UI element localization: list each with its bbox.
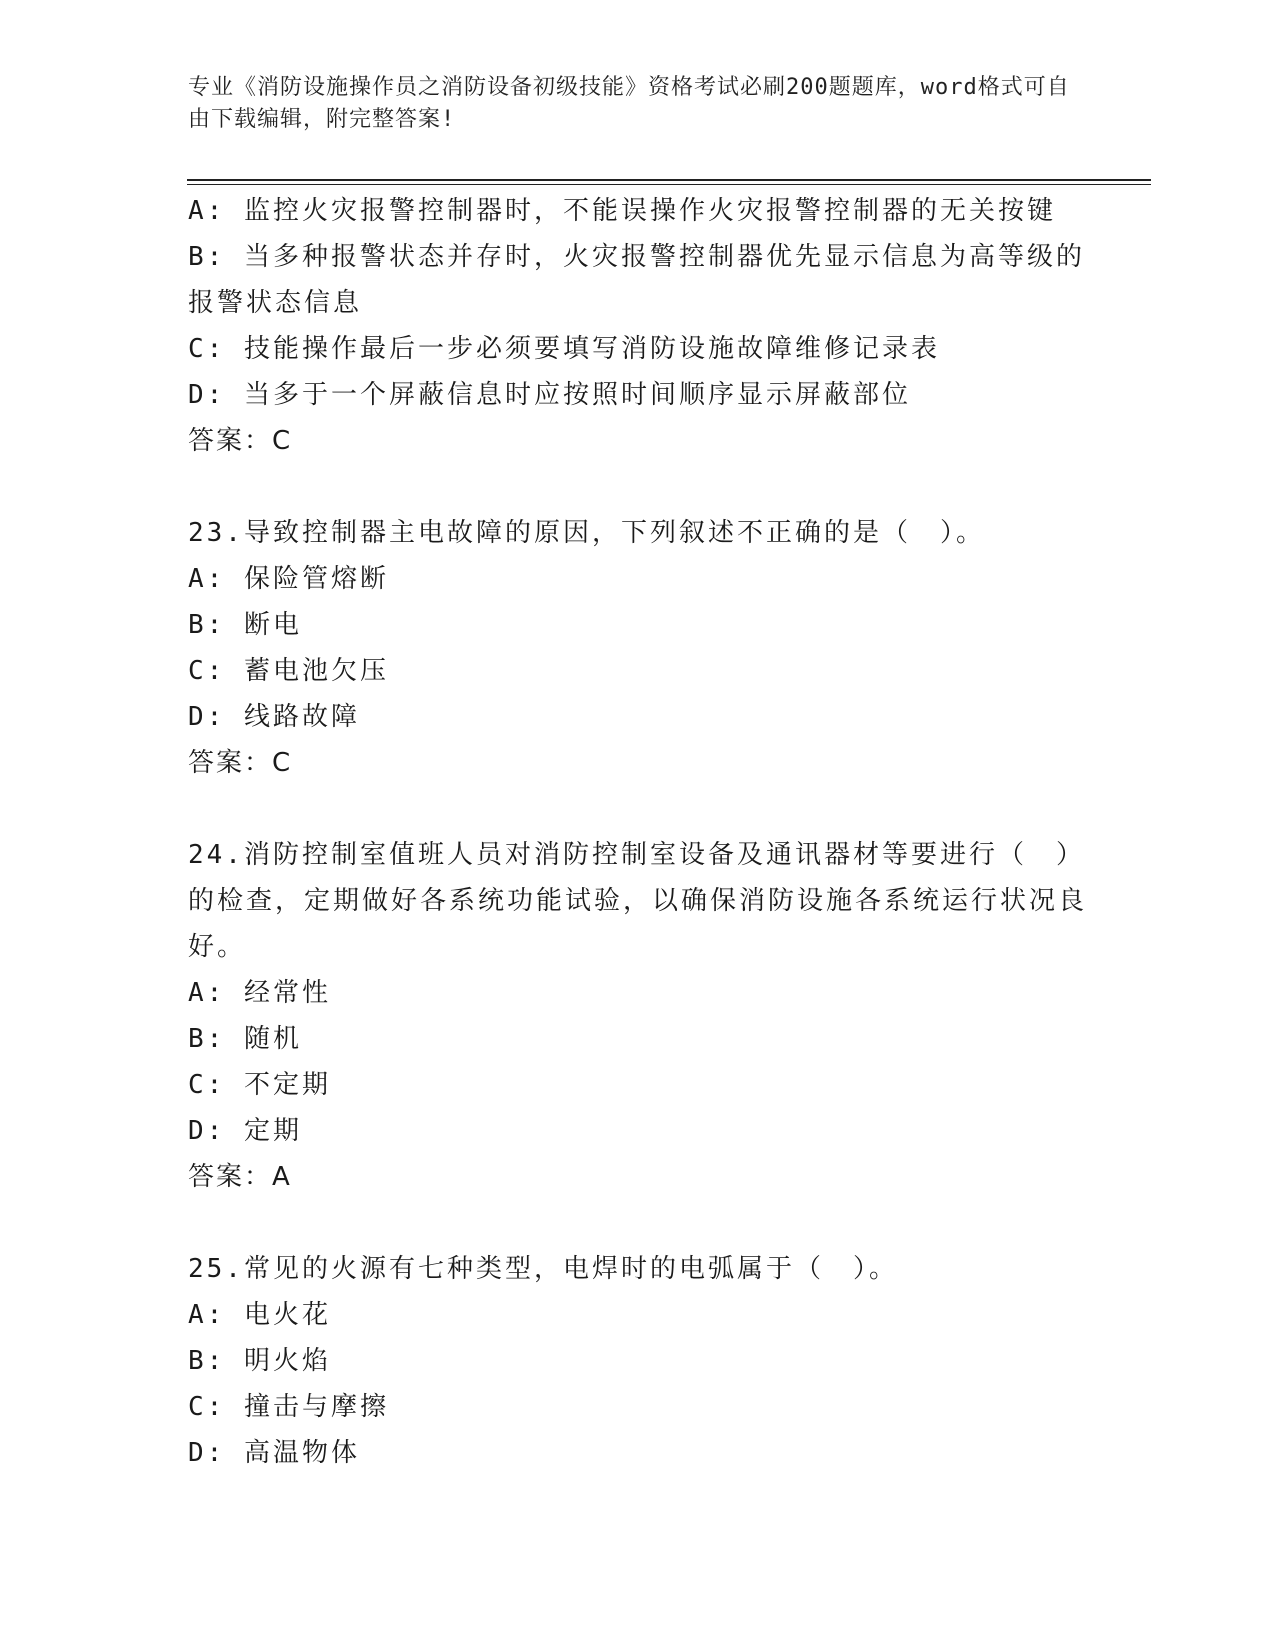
option-c: C: 不定期 [188,1070,331,1100]
header-rule-thin [187,184,1151,185]
option-b: B: 明火焰 [188,1346,331,1376]
option-c: C: 技能操作最后一步必须要填写消防设施故障维修记录表 [188,334,940,364]
option-c: C: 撞击与摩擦 [188,1392,389,1422]
answer: 答案：A [188,1162,292,1192]
question-24 [188,832,1088,1200]
option-d: D: 定期 [188,1116,302,1146]
spacer [188,786,1088,832]
question-stem: 24.消防控制室值班人员对消防控制室设备及通讯器材等要进行（ ）的检查，定期做好各系统功能试验，以确保消防设施各系统运行状况良好。 [188,840,1088,962]
option-b: B: 断电 [188,610,302,640]
option-d: D: 高温物体 [188,1438,360,1468]
option-b: B: 随机 [188,1024,302,1054]
option-a: A: 经常性 [188,978,331,1008]
document-header [188,72,1088,136]
question-22 [188,188,1088,464]
option-a: A: 保险管熔断 [188,564,389,594]
option-c: C: 蓄电池欠压 [188,656,389,686]
header-rule-thick [187,179,1151,181]
spacer [188,464,1088,510]
option-b: B: 当多种报警状态并存时，火灾报警控制器优先显示信息为高等级的报警状态信息 [188,242,1085,318]
question-stem: 23.导致控制器主电故障的原因，下列叙述不正确的是（ ）。 [188,518,985,548]
option-a: A: 监控火灾报警控制器时，不能误操作火灾报警控制器的无关按键 [188,196,1056,226]
answer: 答案：C [188,748,293,778]
spacer [188,1200,1088,1246]
option-d: D: 线路故障 [188,702,360,732]
header-title: 专业《消防设施操作员之消防设备初级技能》资格考试必刷200题题库，word格式可自由下载编辑，附完整答案! [188,75,1070,132]
question-23 [188,510,1088,786]
answer: 答案：C [188,426,293,456]
option-a: A: 电火花 [188,1300,331,1330]
option-d: D: 当多于一个屏蔽信息时应按照时间顺序显示屏蔽部位 [188,380,911,410]
question-25 [188,1246,1088,1476]
question-list [188,188,1088,1476]
question-stem: 25.常见的火源有七种类型，电焊时的电弧属于（ ）。 [188,1254,898,1284]
